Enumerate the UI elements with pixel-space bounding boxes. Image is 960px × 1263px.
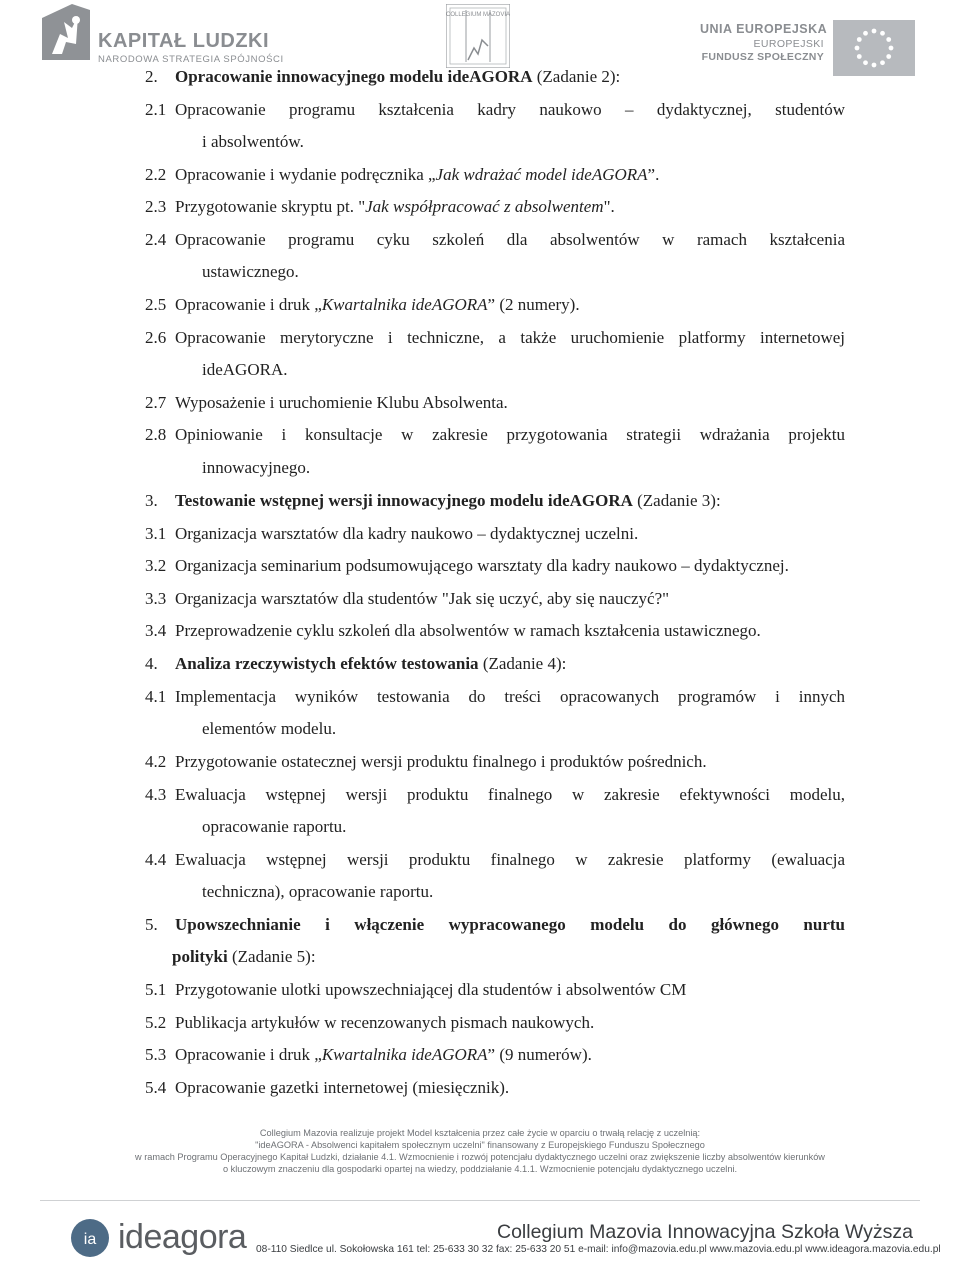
footnote-line: w ramach Programu Operacyjnego Kapitał Ludzki, działanie 4.1. Wzmocnienie i rozwój potencjału dydaktycznego uczelni oraz zwiększenie liczby absolwentów kierunków <box>135 1152 825 1162</box>
footnote-line: o kluczowym znaczeniu dla gospodarki opartej na wiedzy, poddziałanie 4.1.1. Wzmocnienie potencjału dydaktycznego uczelni. <box>222 1164 738 1174</box>
text-post: (Zadanie 2): <box>532 67 621 86</box>
eu-text-block <box>700 22 828 63</box>
kapital-ludzki-subtitle: NARODOWA STRATEGIA SPÓJNOŚCI <box>98 54 284 65</box>
item-text <box>202 718 336 740</box>
item-text <box>175 424 845 446</box>
eu-star-icon <box>857 54 862 59</box>
item-number: 5.4 <box>145 1078 167 1097</box>
text-text: innowacyjnego. <box>202 458 311 477</box>
item-text <box>175 294 580 316</box>
item-number: 4.4 <box>145 850 167 869</box>
text-post: (Zadanie 5): <box>227 947 316 966</box>
item-number: 3. <box>145 491 158 510</box>
item-text <box>175 620 761 642</box>
text-pre: Opracowanie i wydanie podręcznika „ <box>175 165 436 184</box>
text-text: Publikacja artykułów w recenzowanych pismach naukowych. <box>175 1013 595 1032</box>
text-bold: Testowanie wstępnej wersji innowacyjnego modelu ideAGORA <box>175 491 633 510</box>
text-text: Implementacja wyników testowania do treści opracowanych programów i innych <box>175 687 845 706</box>
item-number: 2.2 <box>145 165 167 184</box>
text-post: ” (9 numerów). <box>487 1045 592 1064</box>
item-text <box>202 359 287 381</box>
text-text: i absolwentów. <box>202 132 304 151</box>
text-post: (Zadanie 3): <box>632 491 721 510</box>
item-text <box>202 816 346 838</box>
text-text: Organizacja seminarium podsumowującego warsztaty dla kadry naukowo – dydaktycznej. <box>175 556 789 575</box>
eu-star-icon <box>886 54 891 59</box>
item-number: 2.6 <box>145 328 167 347</box>
college-address: 08-110 Siedlce ul. Sokołowska 161 tel: 25-633 30 32 fax: 25-633 20 51 e-mail: info@mazovia.edu.pl www.mazovia.edu.pl www.ideagora.mazovia.edu.pl <box>256 1244 941 1255</box>
item-number: 2. <box>145 67 158 86</box>
item-text <box>175 490 721 512</box>
text-text: Organizacja warsztatów dla kadry naukowo – dydaktycznej uczelni. <box>175 524 639 543</box>
item-number: 2.3 <box>145 197 167 216</box>
text-text: Ewaluacja wstępnej wersji produktu finalnego w zakresie platformy (ewaluacja <box>175 850 845 869</box>
ia-mark-text: ia <box>83 1231 97 1248</box>
eu-star-icon <box>872 29 877 34</box>
text-pre: Opracowanie i druk „ <box>175 295 322 314</box>
text-bold: polityki <box>172 947 228 966</box>
item-text <box>202 881 433 903</box>
item-text <box>202 457 310 479</box>
item-text <box>175 392 508 414</box>
text-text: opracowanie raportu. <box>202 817 347 836</box>
text-text: Wyposażenie i uruchomienie Klubu Absolwenta. <box>175 393 508 412</box>
text-post: ” (2 numery). <box>487 295 580 314</box>
text-ital: Jak wdrażać model ideAGORA <box>435 165 648 184</box>
eu-star-icon <box>863 60 868 65</box>
college-name: Collegium Mazovia Innowacyjna Szkoła Wyższa <box>497 1221 913 1243</box>
footer-divider <box>40 1200 920 1201</box>
eu-star-icon <box>863 31 868 36</box>
item-number: 2.5 <box>145 295 167 314</box>
text-ital: Kwartalnika ideAGORA <box>321 295 488 314</box>
item-text <box>175 849 845 871</box>
item-text <box>175 979 686 1001</box>
item-text <box>202 131 304 153</box>
text-bold: Opracowanie innowacyjnego modelu ideAGORA <box>175 67 533 86</box>
text-text: Przygotowanie ulotki upowszechniającej dla studentów i absolwentów CM <box>175 980 687 999</box>
text-text: Opiniowanie i konsultacje w zakresie przygotowania strategii wdrażania projektu <box>175 425 845 444</box>
text-ital: Jak współpracować z absolwentem <box>365 197 604 216</box>
eu-star-icon <box>872 63 877 68</box>
text-bold: Analiza rzeczywistych efektów testowania <box>175 654 479 673</box>
footnote-line: Collegium Mazovia realizuje projekt Model kształcenia przez całe życie w oparciu o trwałą relację z uczelnią: <box>259 1128 701 1138</box>
text-text: Organizacja warsztatów dla studentów "Jak się uczyć, aby się nauczyć?" <box>175 589 670 608</box>
item-text <box>175 327 845 349</box>
project-footnote <box>0 1127 960 1175</box>
item-number: 4.3 <box>145 785 167 804</box>
text-bold: Upowszechnianie i włączenie wypracowanego modelu do głównego nurtu <box>175 915 845 934</box>
item-number: 3.4 <box>145 621 167 640</box>
item-number: 2.8 <box>145 425 167 444</box>
eu-star-icon <box>886 37 891 42</box>
eu-star-icon <box>880 60 885 65</box>
text-text: ustawicznego. <box>202 262 299 281</box>
eu-star-icon <box>855 46 860 51</box>
item-number: 4. <box>145 654 158 673</box>
item-text <box>175 588 669 610</box>
item-number: 2.7 <box>145 393 167 412</box>
text-text: Opracowanie merytoryczne i techniczne, a także uruchomienie platformy internetowej <box>175 328 845 347</box>
text-pre: Przygotowanie skryptu pt. " <box>175 197 366 216</box>
item-text <box>175 1012 594 1034</box>
item-text <box>175 653 566 675</box>
item-text <box>175 686 845 708</box>
text-ital: Kwartalnika ideAGORA <box>321 1045 488 1064</box>
item-text <box>175 555 789 577</box>
text-text: Opracowanie gazetki internetowej (miesięcznik). <box>175 1078 510 1097</box>
text-text: Ewaluacja wstępnej wersji produktu finalnego w zakresie efektywności modelu, <box>175 785 845 804</box>
collegium-mazovia-logo <box>446 4 510 68</box>
text-post: ”. <box>647 165 660 184</box>
item-text <box>175 751 707 773</box>
ideagora-wordmark: ideagora <box>118 1218 247 1256</box>
item-text <box>175 523 638 545</box>
text-text: techniczna), opracowanie raportu. <box>202 882 434 901</box>
item-number: 5. <box>145 915 158 934</box>
item-text <box>202 261 299 283</box>
item-text <box>175 99 845 121</box>
item-number: 3.1 <box>145 524 167 543</box>
eu-star-icon <box>880 31 885 36</box>
text-text: Opracowanie programu cyku szkoleń dla absolwentów w ramach kształcenia <box>175 230 845 249</box>
ia-logo-icon <box>70 1218 110 1258</box>
item-number: 3.2 <box>145 556 167 575</box>
item-text <box>175 196 615 218</box>
footnote-line: "ideAGORA - Absolwenci kapitałem społecznym uczelni" finansowany z Europejskiego Funduszu Społecznego <box>255 1140 705 1150</box>
item-text <box>175 66 620 88</box>
item-text <box>172 946 316 968</box>
eu-star-icon <box>857 37 862 42</box>
item-number: 2.4 <box>145 230 167 249</box>
item-text <box>175 1044 592 1066</box>
text-pre: Opracowanie i druk „ <box>175 1045 322 1064</box>
item-number: 4.2 <box>145 752 167 771</box>
text-text: Opracowanie programu kształcenia kadry naukowo – dydaktycznej, studentów <box>175 100 845 119</box>
item-number: 4.1 <box>145 687 167 706</box>
text-post: ". <box>603 197 615 216</box>
item-number: 5.2 <box>145 1013 167 1032</box>
eu-flag-icon <box>833 20 915 76</box>
text-text: elementów modelu. <box>202 719 337 738</box>
item-text <box>175 164 659 186</box>
kapital-ludzki-logo <box>42 4 90 60</box>
item-number: 2.1 <box>145 100 167 119</box>
item-text <box>175 784 845 806</box>
text-post: (Zadanie 4): <box>478 654 567 673</box>
item-text <box>175 914 845 936</box>
item-number: 3.3 <box>145 589 167 608</box>
text-text: Przeprowadzenie cyklu szkoleń dla absolwentów w ramach kształcenia ustawicznego. <box>175 621 761 640</box>
mazovia-logo-text: COLLEGIUM MAZOVIA <box>446 12 510 18</box>
text-text: ideAGORA. <box>202 360 288 379</box>
eu-line-1: UNIA EUROPEJSKA <box>700 22 828 36</box>
item-number: 5.1 <box>145 980 167 999</box>
item-number: 5.3 <box>145 1045 167 1064</box>
eu-star-icon <box>889 46 894 51</box>
eu-line-3: FUNDUSZ SPOŁECZNY <box>701 51 824 63</box>
item-text <box>175 1077 509 1099</box>
eu-line-2: EUROPEJSKI <box>753 38 824 50</box>
text-text: Przygotowanie ostatecznej wersji produktu finalnego i produktów pośrednich. <box>175 752 707 771</box>
kapital-ludzki-title: KAPITAŁ LUDZKI <box>98 30 270 52</box>
item-text <box>175 229 845 251</box>
